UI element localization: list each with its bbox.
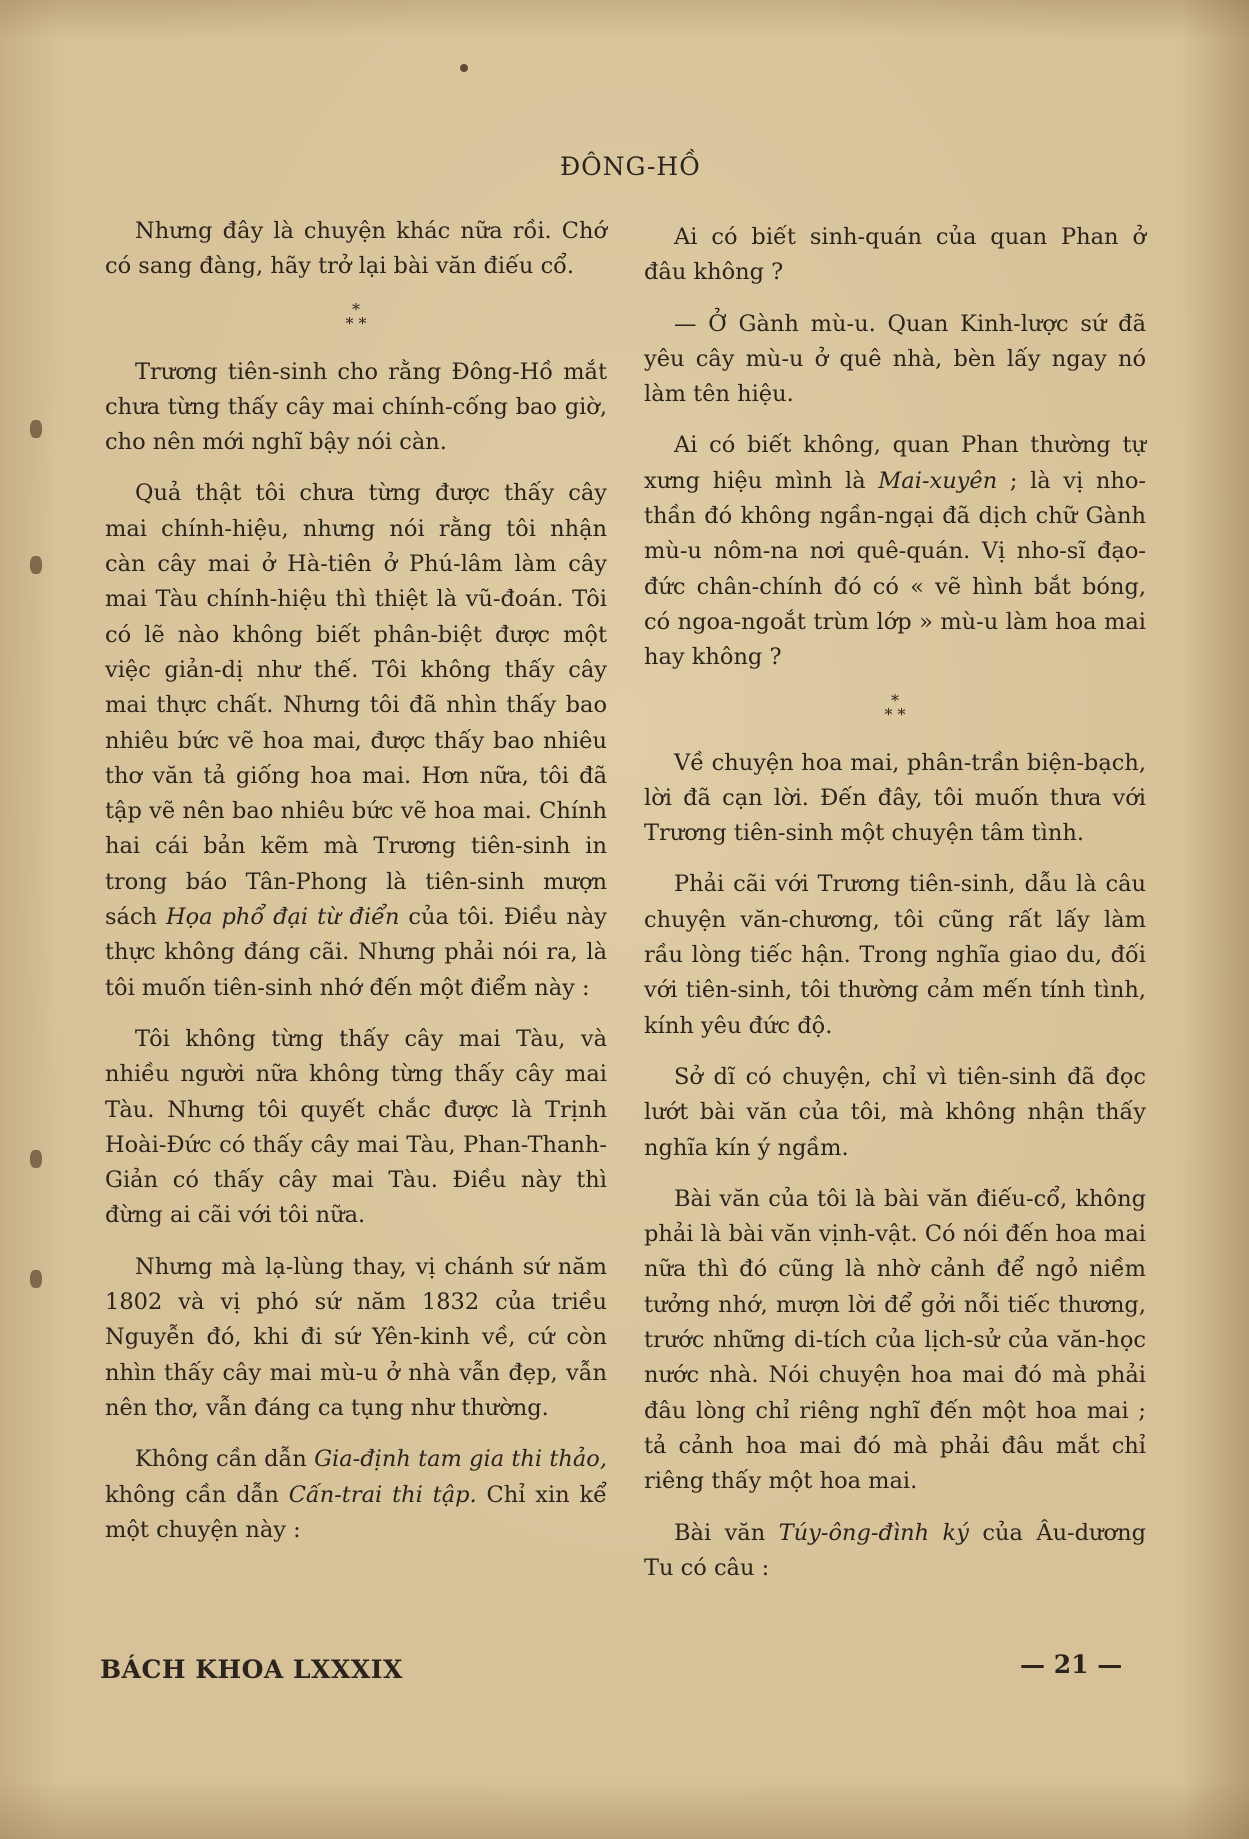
paragraph: Phải cãi với Trương tiên-sinh, dẫu là câu chuyện văn-chương, tôi cũng rất lấy làm rầu lòng tiếc hận. Trong nghĩa giao du, đối với tiên-sinh, tôi thường cảm mến tính tình, kính yêu đức độ. (644, 871, 1146, 1039)
text-run: không cần dẫn (105, 1481, 279, 1508)
paragraph: Nhưng đây là chuyện khác nữa rồi. Chớ có sang đàng, hãy trở lại bài văn điếu cổ. (105, 218, 607, 280)
paragraph: Trương tiên-sinh cho rằng Đông-Hồ mắt chưa từng thấy cây mai chính-cống bao giờ, cho nên mới nghĩ bậy nói càn. (105, 358, 607, 456)
paragraph: Bài văn của tôi là bài văn điếu-cổ, không phải là bài văn vịnh-vật. Có nói đến hoa mai nữa thì đó cũng là nhờ cảnh để ngỏ niềm tưởng nhớ, mượn lời để gởi nỗi tiếc thương, trước những di-tích của lịch-sử của văn-học nước nhà. Nói chuyện hoa mai đó mà phải đâu lòng chỉ riêng nghĩ đến một hoa mai ; tả cảnh hoa mai đó mà phải đâu mắt chỉ riêng thấy một hoa mai. (644, 1185, 1146, 1495)
running-header: ĐÔNG-HỒ (560, 152, 701, 181)
book-title: Họa phổ đại từ điển (166, 904, 400, 931)
margin-mark (30, 420, 42, 438)
text-run: Chỉ xin kể một chuyện này : (105, 1481, 607, 1543)
text-run: Ai có biết không, quan Phan thường tự xưng hiệu mình là (644, 432, 1146, 494)
paragraph (644, 428, 1146, 675)
paragraph: Về chuyện hoa mai, phân-trần biện-bạch, lời đã cạn lời. Đến đây, tôi muốn thưa với Trương tiên-sinh một chuyện tâm tình. (644, 749, 1146, 847)
separator-star: * (891, 690, 899, 710)
book-title: Gia-định tam gia thi thảo, (314, 1446, 608, 1473)
text-run: ; là vị nho-thần đó không ngần-ngại đã dịch chữ Gành mù-u nôm-na nơi quê-quán. Vị nho-sĩ đạo-đức chân-chính đó có « vẽ hình bắt bóng, có ngoa-ngoắt trùm lớp » mù-u làm hoa mai hay không ? (644, 467, 1146, 671)
text-run: Quả thật tôi chưa từng được thấy cây mai chính-hiệu, nhưng nói rằng tôi nhận càn cây mai ở Hà-tiên ở Phú-lâm làm cây mai Tàu chính-hiệu thì thiệt là vũ-đoán. Tôi có lẽ nào không biết phân-biệt được một việc giản-dị như thế. Tôi không thấy cây mai thực chất. Nhưng tôi đã nhìn thấy bao nhiêu bức vẽ hoa mai, được thấy bao nhiêu thơ văn tả giống hoa mai. Hơn nữa, tôi đã tập vẽ nên bao nhiêu bức vẽ hoa mai. Chính hai cái bản kẽm mà Trương tiên-sinh in trong báo Tân-Phong là tiên-sinh mượn sách (105, 480, 607, 931)
text-run: của tôi. Điều này thực không đáng cãi. Nhưng phải nói ra, là tôi muốn tiên-sinh nhớ đến một điểm này : (105, 904, 607, 1001)
margin-mark (30, 556, 42, 574)
paragraph (105, 1442, 607, 1548)
paragraph: Nhưng mà lạ-lùng thay, vị chánh sứ năm 1802 và vị phó sứ năm 1832 của triều Nguyễn đó, khi đi sứ Yên-kinh về, cứ còn nhìn thấy cây mai mù-u ở nhà vẫn đẹp, vẫn nên thơ, vẫn đáng ca tụng như thường. (105, 1253, 607, 1421)
ink-dot (460, 64, 468, 72)
margin-mark (30, 1150, 42, 1168)
separator-star: * (352, 299, 360, 319)
right-column (644, 220, 1146, 1602)
paragraph: Tôi không từng thấy cây mai Tàu, và nhiều người nữa không từng thấy cây mai Tàu. Nhưng tôi quyết chắc được là Trịnh Hoài-Đức có thấy cây mai Tàu, Phan-Thanh-Giản có thấy cây mai Tàu. Điều này thì đừng ai cãi với tôi nữa. (105, 1025, 607, 1229)
text-run: của Âu-dương Tu có câu : (644, 1519, 1146, 1581)
pen-name: Mai-xuyên (878, 467, 998, 494)
text-run: Không cần dẫn (135, 1446, 307, 1473)
left-column (105, 214, 607, 1564)
page-number: — 21 — (1020, 1650, 1123, 1679)
magazine-footer: BÁCH KHOA LXXXIX (100, 1655, 403, 1684)
paragraph: Sở dĩ có chuyện, chỉ vì tiên-sinh đã đọc lướt bài văn của tôi, mà không nhận thấy nghĩa kín ý ngầm. (644, 1063, 1146, 1161)
paragraph: — Ở Gành mù-u. Quan Kinh-lược sứ đã yêu cây mù-u ở quê nhà, bèn lấy ngay nó làm tên hiệu. (644, 310, 1146, 408)
paragraph (105, 476, 607, 1005)
section-separator (644, 690, 1146, 724)
book-title: Túy-ông-đình ký (778, 1519, 969, 1546)
separator-stars: * * (884, 704, 906, 724)
book-title: Cấn-trai thi tập. (288, 1481, 477, 1508)
separator-stars: * * (345, 313, 367, 333)
text-run: Bài văn (674, 1519, 766, 1546)
margin-mark (30, 1270, 42, 1288)
section-separator (105, 299, 607, 333)
paragraph (644, 1516, 1146, 1587)
paragraph: Ai có biết sinh-quán của quan Phan ở đâu không ? (644, 224, 1146, 286)
